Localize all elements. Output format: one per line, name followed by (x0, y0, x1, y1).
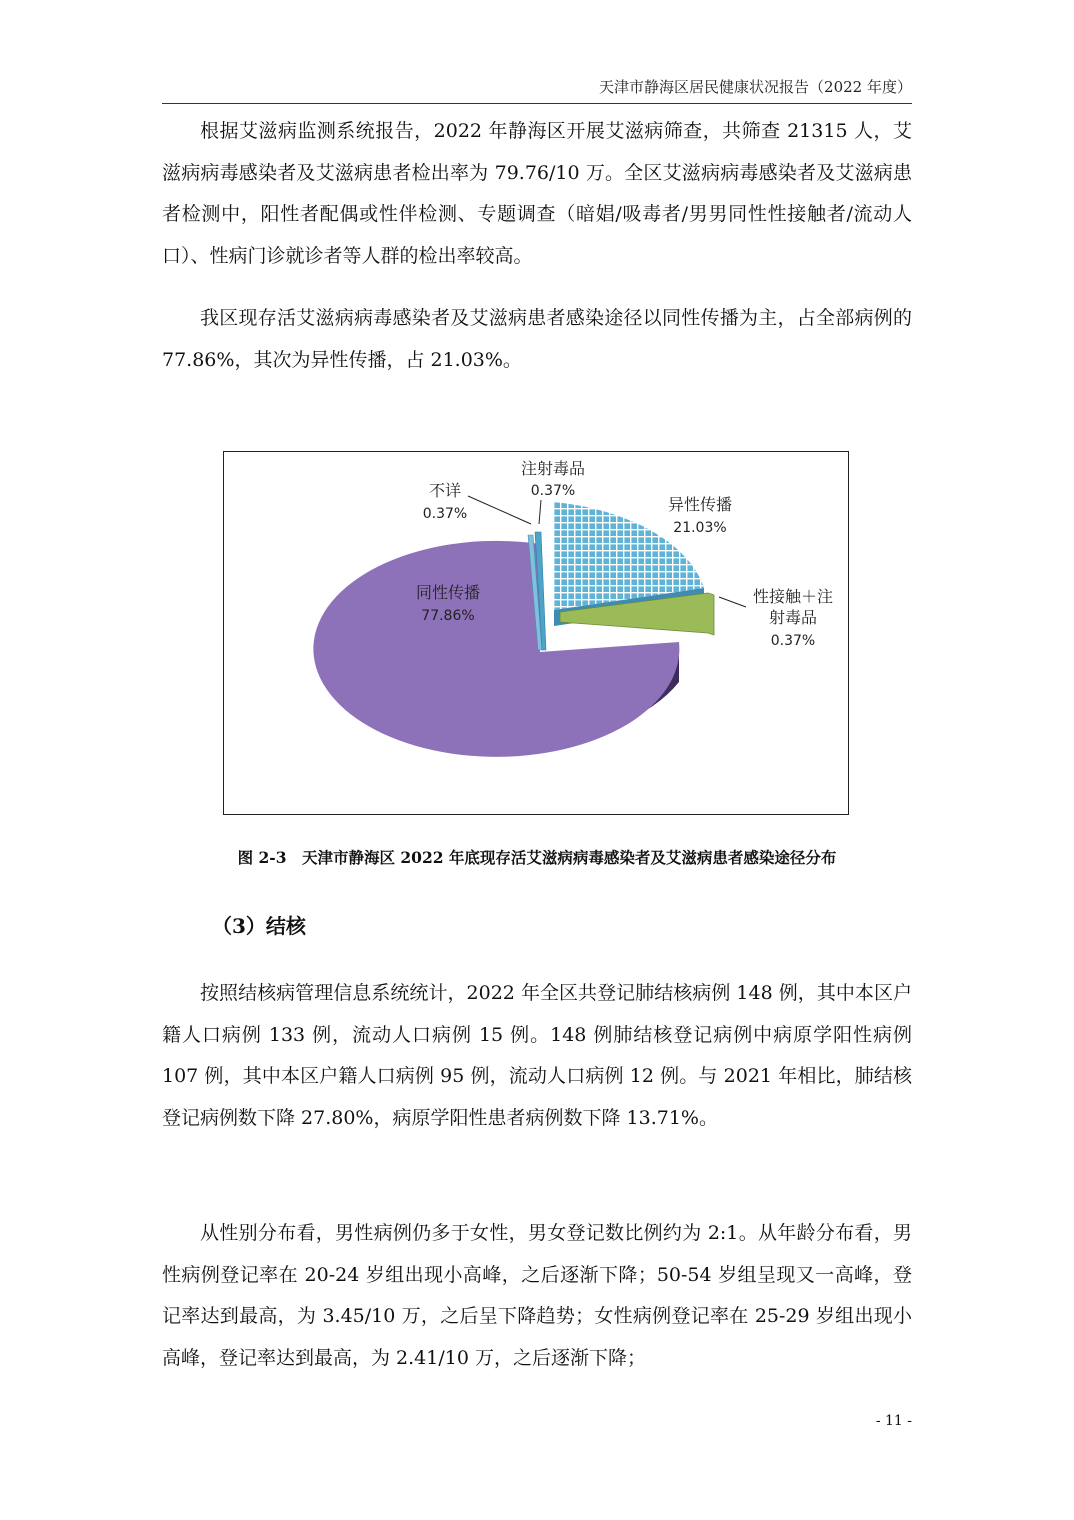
paragraph-aids-screening: 根据艾滋病监测系统报告，2022 年静海区开展艾滋病筛查，共筛查 21315 人，艾滋病病毒感染者及艾滋病患者检出率为 79.76/10 万。全区艾滋病病毒感染者及艾滋病患者检测中，阳性者配偶或性伴检测、专题调查（暗娼/吸毒者/男男同性性接触者/流动人口）、性病门诊就诊者等人群的检出率较高。 (162, 120, 912, 267)
figure-caption: 图 2-3 天津市静海区 2022 年底现存活艾滋病病毒感染者及艾滋病患者感染途径分布 (237, 848, 837, 867)
leader-line-injection (539, 500, 541, 524)
leader-line-unknown (468, 496, 531, 524)
label-sexual-injection-name-2: 射毒品 (768, 608, 818, 627)
label-injection-value: 0.37% (530, 483, 576, 499)
label-unknown-name: 不详 (428, 481, 462, 500)
pie-chart (224, 452, 850, 816)
leader-line-sexual-injection (719, 597, 746, 607)
label-injection-name: 注射毒品 (520, 459, 586, 478)
label-sexual-injection-value: 0.37% (770, 633, 816, 649)
label-heterosexual-value: 21.03% (673, 520, 727, 536)
paragraph-tb-registration: 按照结核病管理信息系统统计，2022 年全区共登记肺结核病例 148 例，其中本区户籍人口病例 133 例，流动人口病例 15 例。148 例肺结核登记病例中病原学阳性病例 107 例，其中本区户籍人口病例 95 例，流动人口病例 12 例。与 2021 年相比，肺结核登记病例数下降 27.80%，病原学阳性患者病例数下降 13.71%。 (162, 982, 912, 1129)
page-number: - 11 - (875, 1413, 912, 1429)
paragraph-tb-distribution: 从性别分布看，男性病例仍多于女性，男女登记数比例约为 2:1。从年龄分布看，男性病例登记率在 20-24 岁组出现小高峰，之后逐渐下降；50-54 岁组呈现又一高峰，登记率达到最高，为 3.45/10 万，之后呈下降趋势；女性病例登记率在 25-29 岁组出现小高峰，登记率达到最高，为 2.41/10 万，之后逐渐下降； (162, 1222, 912, 1369)
pie-chart-figure (223, 451, 849, 815)
header-title: 天津市静海区居民健康状况报告（2022 年度） (599, 78, 912, 96)
section-heading-tuberculosis: （3）结核 (212, 914, 306, 938)
label-sexual-injection-name-1: 性接触＋注 (752, 587, 834, 606)
paragraph-aids-transmission: 我区现存活艾滋病病毒感染者及艾滋病患者感染途径以同性传播为主，占全部病例的 77.86%，其次为异性传播，占 21.03%。 (162, 307, 912, 371)
label-heterosexual-name: 异性传播 (667, 495, 733, 514)
page-header (162, 76, 912, 104)
label-same-sex-name: 同性传播 (415, 583, 481, 602)
label-unknown-value: 0.37% (422, 506, 468, 522)
label-same-sex-value: 77.86% (421, 608, 475, 624)
